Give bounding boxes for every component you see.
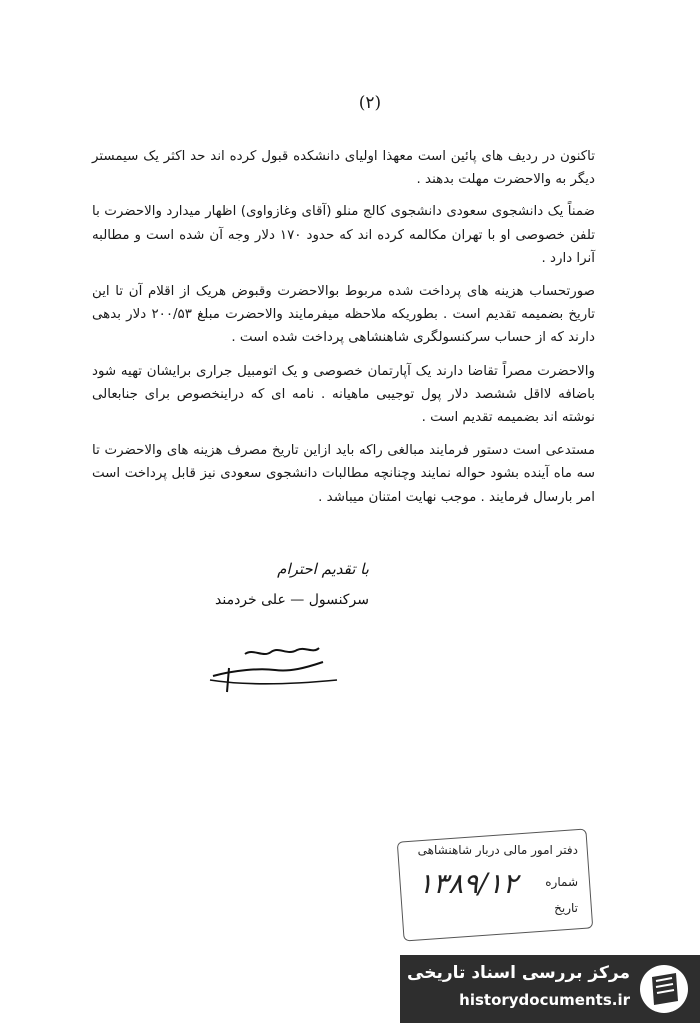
handwritten-signature [205,640,345,700]
signoff-block [215,560,369,608]
paragraph-5: مستدعی است دستور فرمایند مبالغی راکه باید ازاین تاریخ مصرف هزینه های والاحضرت تا سه ماه آینده بشود حواله نمایند وچنانچه مطالبات دانشجوی سعودی نیز قابل پرداخت است امر بارسال فرمایند . موجب نهایت امتنان میباشد . [92,443,595,505]
site-watermark [400,955,700,1023]
watermark-title: مرکز بررسی اسناد تاریخی [407,963,630,983]
received-stamp [400,835,590,935]
signer-title: سرکنسول — علی خردمند [215,592,369,608]
paragraph-4: والاحضرت مصراً تقاضا دارند یک آپارتمان خصوصی و یک اتومبیل جراری برایشان تهیه شود باضافه لااقل ششصد دلار پول توجیبی ماهیانه . نامه ای که دراینخصوص برای جنابعالی نوشته اند بضمیمه تقدیم است . [92,363,595,426]
page-number: (۲) [358,93,382,113]
paragraph-2: ضمناً یک دانشجوی سعودی دانشجوی کالج منلو (آقای وغازواوی) اظهار میدارد والاحضرت با تلفن خصوصی او با تهران مکالمه کرده اند که حدود ۱۷۰ دلار وجه آن شده است و مطالبه آنرا دارد . [92,204,595,266]
stamp-date-label: تاریخ [554,901,578,915]
stamp-handwritten-number: ۱۳۸۹/۱۲ [418,867,518,900]
paragraph-3: صورتحساب هزینه های پرداخت شده مربوط بوالاحضرت وقبوض هریک از اقلام آن تا این تاریخ بضمیمه تقدیم است . بطوریکه ملاحظه میفرمایند والاحضرت مبلغ ۲۰۰/۵۳ دلار بدهی دارند که از حساب سرکنسولگری شاهنشاهی پرداخت شده است . [92,284,596,346]
paragraph-1: تاکنون در ردیف های پائین است معهذا اولیای دانشکده قبول کرده اند حد اکثر یک سیمستر دیگر به والاحضرت مهلت بدهند . [92,149,595,188]
stamp-heading: دفتر امور مالی دربار شاهنشاهی [417,843,578,857]
watermark-url: historydocuments.ir [459,991,630,1009]
document-logo-icon [638,963,690,1015]
letter-body [92,145,595,519]
stamp-number-label: شماره [545,875,578,889]
closing-greeting: با تقدیم احترام [277,560,369,578]
